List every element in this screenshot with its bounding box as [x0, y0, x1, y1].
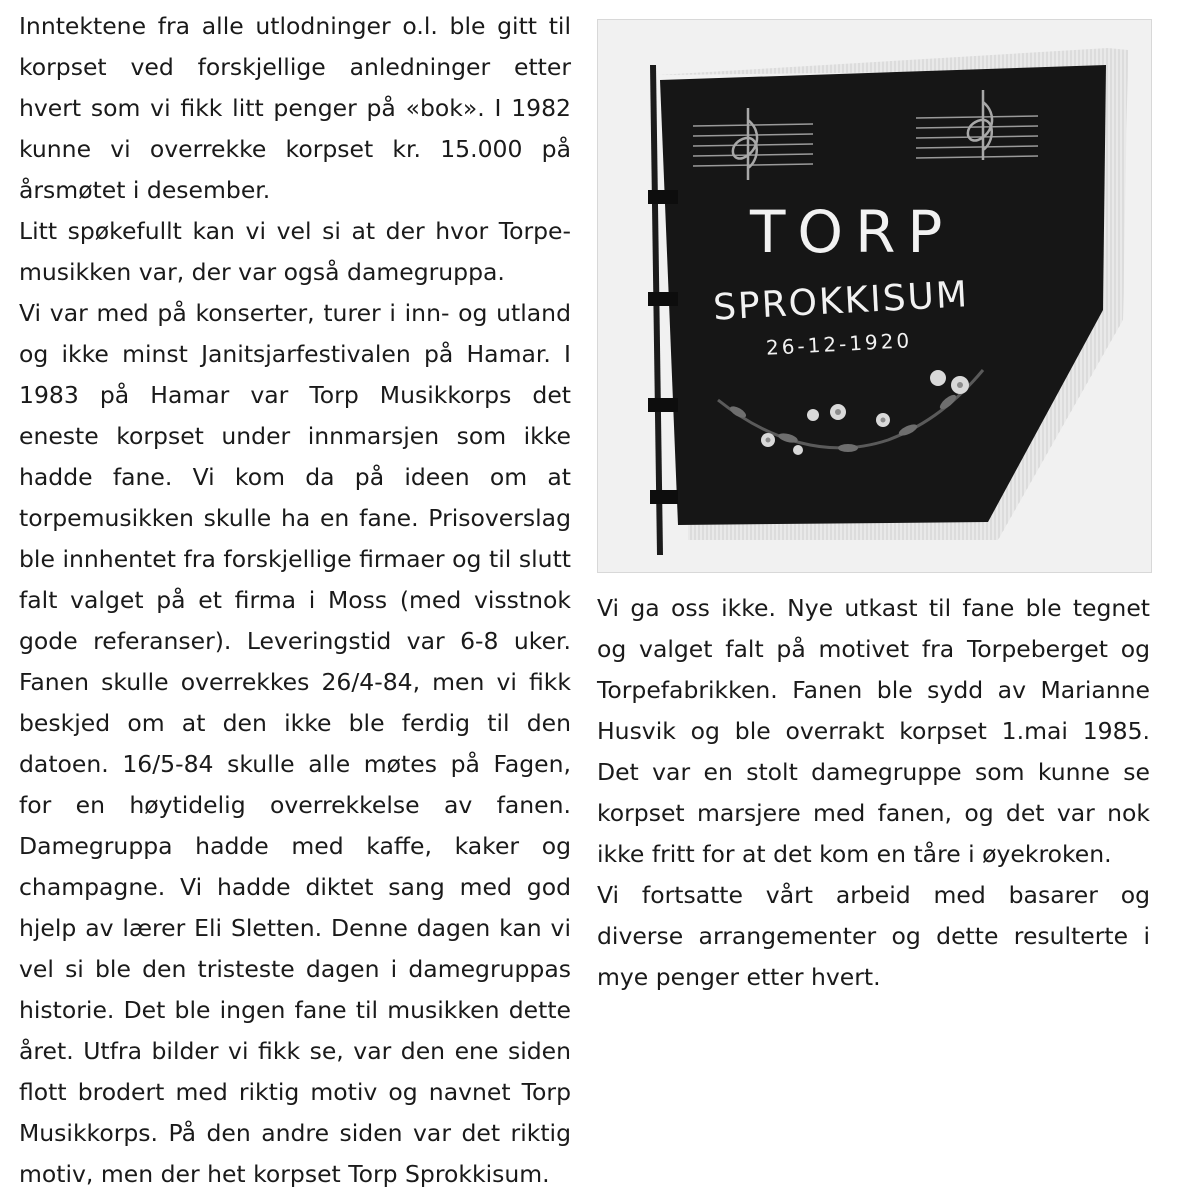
- banner-illustration: [598, 20, 1151, 572]
- banner-subtitle: SPROKKISUM: [712, 274, 970, 329]
- paragraph-torpemusikken: Litt spøkefullt kan vi vel si at der hvor Torpemusikken var, der var også damegruppa.: [19, 217, 571, 286]
- paragraph-banner-story: Vi var med på konserter, turer i inn- og utland og ikke minst Janitsjarfestivalen på Hamar. I 1983 på Hamar var Torp Musikkorps det eneste korpset under innmarsjen som ikke hadde fane. Vi kom da på ideen om at torpemusikken skulle ha en fane. Prisoverslag ble innhentet fra forskjellige firmaer og til slutt falt valget på et firma i Moss (med visstnok gode referanser). Leveringstid var 6-8 uker. Fanen skulle overrekkes 26/4-84, men vi fikk beskjed om at den ikke ble ferdig til den datoen. 16/5-84 skulle alle møtes på Fagen, for en høytidelig overrekkelse av fanen. Damegruppa hadde med kaffe, kaker og champagne. Vi hadde diktet sang med god hjelp av lærer Eli Sletten. Denne dagen kan vi vel si ble den tristeste dagen i damegruppas historie. Det ble ingen fane til musikken dette året. Utfra bilder vi fikk se, var den ene siden flott brodert med riktig motiv og navnet Torp Musikkorps. På den andre siden var det riktig motiv, men der het korpset Torp Sprokkisum.: [19, 299, 571, 1188]
- paragraph-bazaars: Vi fortsatte vårt arbeid med basarer og diverse arrangementer og dette resulterte i mye penger etter hvert.: [597, 881, 1150, 991]
- left-text-column: [19, 6, 571, 1195]
- banner-title: TORP: [750, 198, 955, 266]
- banner-photo: [597, 19, 1152, 573]
- banner-date: 26-12-1920: [765, 328, 913, 360]
- paragraph-new-banner: Vi ga oss ikke. Nye utkast til fane ble tegnet og valget falt på motivet fra Torpeberget og Torpefabrikken. Fanen ble sydd av Marianne Husvik og ble overrakt korpset 1.mai 1985. Det var en stolt damegruppe som kunne se korpset marsjere med fanen, og det var nok ikke fritt for at det kom en tåre i øyekroken.: [597, 594, 1150, 868]
- right-text-column: [597, 6, 1150, 998]
- paragraph-income: Inntektene fra alle utlodninger o.l. ble gitt til korpset ved forskjellige anledninger etter hvert som vi fikk litt penger på «bok». I 1982 kunne vi overrekke korpset kr. 15.000 på årsmøtet i desember.: [19, 12, 571, 204]
